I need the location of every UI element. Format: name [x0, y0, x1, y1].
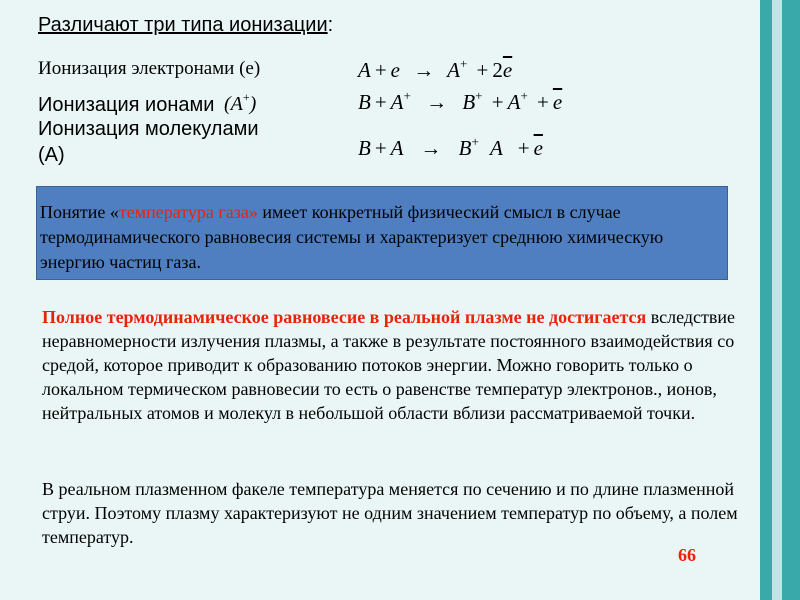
- label-molecule-ionization: Ионизация молекулами: [38, 118, 259, 140]
- gas-temperature-term: температура газа»: [118, 202, 258, 222]
- label-electron-ionization: Ионизация электронами (е): [38, 58, 261, 79]
- heading-text: Различают три типа ионизации: [38, 14, 328, 36]
- page-number: 66: [678, 545, 696, 565]
- label-molecule-symbol: (А): [38, 144, 65, 166]
- right-edge-stripe-inner: [772, 0, 782, 600]
- highlight-box-text: Понятие «температура газа» имеет конкретный физический смысл в случае термодинамического равновесия системы и характеризует среднюю химическую энергию частиц газа.: [40, 202, 664, 272]
- equation-electron-ionization: $A + e \to A^+ + 2\overline{e}$: [358, 56, 513, 82]
- heading-colon: :: [327, 14, 334, 36]
- ion-symbol: (A+): [224, 90, 257, 115]
- plasma-torch-paragraph: В реальном плазменном факеле температура меняется по сечению и по длине плазменной струи. Поэтому плазму характеризуют не одним значением температур по объему, а полем температур.: [42, 479, 738, 547]
- slide-heading: [38, 12, 333, 38]
- equilibrium-statement: Полное термодинамическое равновесие в реальной плазме не достигается: [42, 307, 647, 327]
- equation-ion-ionization: $B + A^+ \to B^+ + A^+ + \overline{e}$: [358, 88, 563, 114]
- equation-molecule-ionization: B + A → B+ $A + \overline{e}$: [358, 134, 543, 160]
- equilibrium-paragraph: Полное термодинамическое равновесие в реальной плазме не достигается вследствие неравномерности излучения плазмы, а также в результате постоянного взаимодействия со средой, которое приводит к образованию потоков энергии. Можно говорить только о локальном термическом равновесии то есть о равенстве температур электронов., ионов, нейтральных атомов и молекул в небольшой области вблизи рассматриваемой точки.: [42, 307, 736, 423]
- label-ion-ionization: Ионизация ионами: [38, 94, 215, 116]
